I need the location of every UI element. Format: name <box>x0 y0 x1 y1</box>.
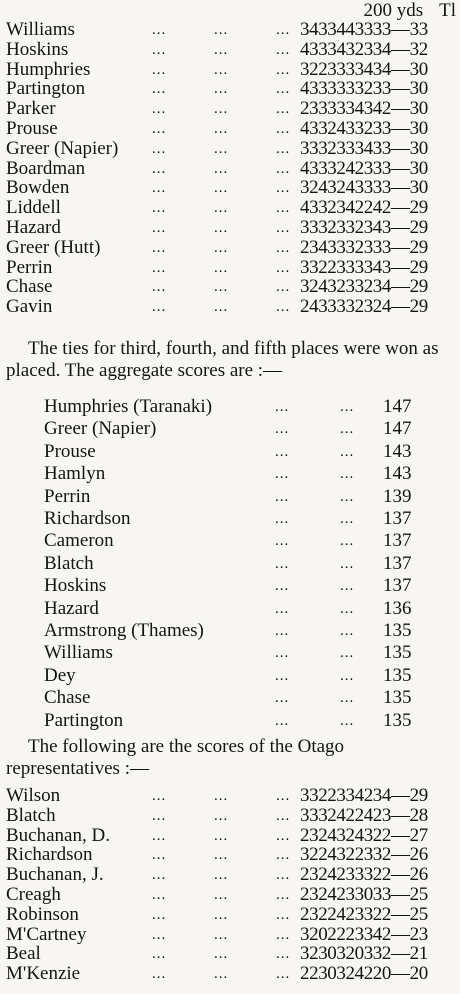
leader-dots: ... <box>340 399 355 415</box>
leader-dots: ... <box>214 22 229 38</box>
leader-dots: ... <box>214 788 229 804</box>
score-value: 3230320332—21 <box>300 943 428 965</box>
score-value: 3322334234—29 <box>300 785 428 806</box>
score-row <box>0 277 456 297</box>
leader-dots: ... <box>275 555 290 572</box>
score-value: 137 <box>383 552 412 574</box>
leader-dots: ... <box>214 160 229 177</box>
score-row <box>0 139 456 159</box>
score-row <box>0 806 456 826</box>
score-row <box>0 925 456 945</box>
score-value: 135 <box>383 664 412 686</box>
leader-dots: ... <box>340 466 355 483</box>
score-value: 137 <box>383 530 412 552</box>
leader-dots: ... <box>152 81 167 98</box>
leader-dots: ... <box>275 443 290 460</box>
leader-dots: ... <box>276 41 291 58</box>
leader-dots: ... <box>276 121 291 137</box>
score-value: 139 <box>383 485 412 507</box>
score-value: 147 <box>383 418 412 440</box>
leader-dots: ... <box>276 827 291 844</box>
leader-dots: ... <box>152 966 167 983</box>
score-row <box>0 576 456 596</box>
competitor-name: Creagh <box>6 884 61 905</box>
score-row <box>0 419 456 439</box>
competitor-name: Beal <box>6 943 41 965</box>
leader-dots: ... <box>276 867 291 884</box>
leader-dots: ... <box>276 906 291 923</box>
leader-dots: ... <box>276 279 291 296</box>
score-row <box>0 688 456 708</box>
score-row <box>0 865 456 885</box>
leader-dots: ... <box>276 81 291 98</box>
leader-dots: ... <box>276 887 291 903</box>
score-row <box>0 905 456 925</box>
leader-dots: ... <box>214 279 229 296</box>
score-row <box>0 238 456 258</box>
score-value: 4332342242—29 <box>300 197 428 219</box>
leader-dots: ... <box>214 946 229 963</box>
competitor-name: Buchanan, D. <box>6 824 110 846</box>
leader-dots: ... <box>152 160 167 177</box>
competitor-name: M'Kenzie <box>6 963 81 985</box>
score-value: 2433332324—29 <box>300 296 428 318</box>
score-value: 143 <box>383 463 412 485</box>
competitor-name: Perrin <box>44 485 91 507</box>
competitor-name: Richardson <box>44 508 131 529</box>
leader-dots: ... <box>152 200 167 217</box>
competitor-name: Wilson <box>6 785 61 806</box>
leader-dots: ... <box>275 623 290 639</box>
leader-dots: ... <box>214 81 229 98</box>
score-value: 3243233234—29 <box>300 276 428 298</box>
score-value: 136 <box>383 597 412 619</box>
leader-dots: ... <box>152 847 167 864</box>
leader-dots: ... <box>152 279 167 296</box>
leader-dots: ... <box>214 200 229 217</box>
leader-dots: ... <box>152 61 167 78</box>
score-value: 2324324322—27 <box>300 824 428 846</box>
competitor-name: Prouse <box>44 440 96 462</box>
leader-dots: ... <box>214 101 229 118</box>
leader-dots: ... <box>340 443 355 460</box>
competitor-name: Williams <box>44 642 113 664</box>
leader-dots: ... <box>276 259 291 276</box>
leader-dots: ... <box>275 421 290 438</box>
leader-dots: ... <box>275 488 290 505</box>
competitor-name: Bowden <box>6 177 70 199</box>
score-value: 2324233322—26 <box>300 864 428 886</box>
ties-paragraph: The ties for third, fourth, and fifth places were won as placed. The aggregate scores are :— <box>6 338 439 381</box>
leader-dots: ... <box>275 399 290 415</box>
leader-dots: ... <box>152 788 167 804</box>
leader-dots: ... <box>276 239 291 256</box>
competitor-name: Blatch <box>44 552 94 574</box>
competitor-name: Greer (Hutt) <box>6 236 101 258</box>
leader-dots: ... <box>152 906 167 923</box>
leader-dots: ... <box>276 966 291 983</box>
competitor-name: Partington <box>6 78 86 100</box>
competitor-name: Richardson <box>6 844 93 866</box>
score-row <box>0 397 456 417</box>
leader-dots: ... <box>152 946 167 963</box>
score-value: 2322423322—25 <box>300 903 428 925</box>
competitor-name: Blatch <box>6 804 56 826</box>
score-row <box>0 297 456 317</box>
score-value: 135 <box>383 642 412 664</box>
competitor-name: Gavin <box>6 296 53 318</box>
competitor-name: Robinson <box>6 903 79 925</box>
score-value: 2343332333—29 <box>300 236 428 258</box>
leader-dots: ... <box>152 41 167 58</box>
score-row <box>0 40 456 60</box>
leader-dots: ... <box>276 788 291 804</box>
leader-dots: ... <box>340 511 355 527</box>
competitor-name: Partington <box>44 709 124 731</box>
score-row <box>0 885 456 905</box>
score-row <box>0 60 456 80</box>
leader-dots: ... <box>152 220 167 236</box>
leader-dots: ... <box>340 600 355 617</box>
leader-dots: ... <box>276 61 291 78</box>
leader-dots: ... <box>152 867 167 884</box>
leader-dots: ... <box>152 140 167 157</box>
leader-dots: ... <box>214 807 229 824</box>
competitor-name: Hamlyn <box>44 463 106 485</box>
competitor-name: Humphries (Taranaki) <box>44 396 213 417</box>
leader-dots: ... <box>214 220 229 236</box>
leader-dots: ... <box>276 140 291 157</box>
score-value: 2333334342—30 <box>300 98 428 120</box>
score-value: 143 <box>383 440 412 462</box>
competitor-name: Prouse <box>6 118 58 139</box>
score-value: 3332422423—28 <box>300 804 428 826</box>
competitor-name: Chase <box>44 687 91 709</box>
competitor-name: Cameron <box>44 530 114 552</box>
score-value: 3322333343—29 <box>300 256 428 278</box>
leader-dots: ... <box>214 847 229 864</box>
score-row <box>0 621 456 641</box>
leader-dots: ... <box>214 259 229 276</box>
competitor-name: Perrin <box>6 256 53 278</box>
leader-dots: ... <box>340 488 355 505</box>
score-value: 137 <box>383 575 412 597</box>
score-row <box>0 786 456 806</box>
leader-dots: ... <box>276 946 291 963</box>
score-value: 2324233033—25 <box>300 884 428 905</box>
score-row <box>0 826 456 846</box>
competitor-name: Dey <box>44 664 76 686</box>
score-row <box>0 643 456 663</box>
leader-dots: ... <box>214 887 229 903</box>
leader-dots: ... <box>152 180 167 197</box>
leader-dots: ... <box>275 600 290 617</box>
score-value: 3223333434—30 <box>300 58 428 80</box>
score-row <box>0 198 456 218</box>
leader-dots: ... <box>276 160 291 177</box>
otago-intro-paragraph: The following are the scores of the Otago representatives :— <box>6 736 345 779</box>
leader-dots: ... <box>276 926 291 943</box>
leader-dots: ... <box>276 807 291 824</box>
competitor-name: Williams <box>6 19 75 40</box>
leader-dots: ... <box>275 533 290 550</box>
score-value: 135 <box>383 620 412 641</box>
leader-dots: ... <box>276 299 291 316</box>
leader-dots: ... <box>340 623 355 639</box>
leader-dots: ... <box>340 555 355 572</box>
score-value: 135 <box>383 687 412 709</box>
leader-dots: ... <box>275 667 290 684</box>
leader-dots: ... <box>340 645 355 662</box>
competitor-name: M'Cartney <box>6 923 87 945</box>
score-row <box>0 79 456 99</box>
leader-dots: ... <box>275 466 290 483</box>
score-row <box>0 487 456 507</box>
leader-dots: ... <box>214 827 229 844</box>
score-row <box>0 159 456 179</box>
score-value: 147 <box>383 396 412 417</box>
score-value: 2230324220—20 <box>300 963 428 985</box>
competitor-name: Parker <box>6 98 56 120</box>
leader-dots: ... <box>340 421 355 438</box>
leader-dots: ... <box>276 847 291 864</box>
score-row <box>0 944 456 964</box>
score-value: 3243243333—30 <box>300 177 428 199</box>
leader-dots: ... <box>214 61 229 78</box>
score-row <box>0 20 456 40</box>
competitor-name: Greer (Napier) <box>44 418 157 440</box>
competitor-name: Liddell <box>6 197 61 219</box>
leader-dots: ... <box>340 667 355 684</box>
leader-dots: ... <box>214 140 229 157</box>
leader-dots: ... <box>214 180 229 197</box>
leader-dots: ... <box>276 180 291 197</box>
score-row <box>0 599 456 619</box>
score-row <box>0 531 456 551</box>
competitor-name: Hazard <box>6 217 61 238</box>
score-row <box>0 218 456 238</box>
leader-dots: ... <box>214 299 229 316</box>
leader-dots: ... <box>275 712 290 729</box>
leader-dots: ... <box>214 239 229 256</box>
score-row <box>0 711 456 731</box>
competitor-name: Hoskins <box>44 575 107 597</box>
score-value: 3332332343—29 <box>300 217 428 238</box>
score-row <box>0 554 456 574</box>
leader-dots: ... <box>275 511 290 527</box>
leader-dots: ... <box>152 121 167 137</box>
leader-dots: ... <box>152 22 167 38</box>
leader-dots: ... <box>340 533 355 550</box>
leader-dots: ... <box>152 926 167 943</box>
leader-dots: ... <box>275 645 290 662</box>
score-row <box>0 99 456 119</box>
leader-dots: ... <box>340 712 355 729</box>
score-value: 3224322332—26 <box>300 844 428 866</box>
competitor-name: Boardman <box>6 157 86 179</box>
leader-dots: ... <box>214 121 229 137</box>
score-value: 135 <box>383 709 412 731</box>
score-row <box>0 178 456 198</box>
score-value: 137 <box>383 508 412 529</box>
leader-dots: ... <box>214 906 229 923</box>
leader-dots: ... <box>214 966 229 983</box>
leader-dots: ... <box>340 690 355 707</box>
competitor-name: Armstrong (Thames) <box>44 620 204 641</box>
leader-dots: ... <box>152 887 167 903</box>
leader-dots: ... <box>275 690 290 707</box>
leader-dots: ... <box>276 101 291 118</box>
leader-dots: ... <box>152 239 167 256</box>
competitor-name: Chase <box>6 276 53 298</box>
competitor-name: Humphries <box>6 58 91 80</box>
competitor-name: Buchanan, J. <box>6 864 104 886</box>
leader-dots: ... <box>214 867 229 884</box>
competitor-name: Hoskins <box>6 38 69 60</box>
header-range: 200 yds <box>363 0 424 21</box>
score-value: 4333242333—30 <box>300 157 428 179</box>
leader-dots: ... <box>152 827 167 844</box>
score-row <box>0 119 456 139</box>
competitor-name: Greer (Napier) <box>6 137 119 159</box>
score-value: 3433443333—33 <box>300 19 428 40</box>
leader-dots: ... <box>152 299 167 316</box>
score-row <box>0 442 456 462</box>
score-row <box>0 258 456 278</box>
leader-dots: ... <box>340 578 355 595</box>
leader-dots: ... <box>276 200 291 217</box>
score-value: 4332433233—30 <box>300 118 428 139</box>
score-value: 4333333233—30 <box>300 78 428 100</box>
score-row <box>0 666 456 686</box>
score-row <box>0 845 456 865</box>
score-row <box>0 464 456 484</box>
score-row <box>0 509 456 529</box>
score-value: 3202223342—23 <box>300 923 428 945</box>
leader-dots: ... <box>214 41 229 58</box>
score-row <box>0 964 456 984</box>
leader-dots: ... <box>152 259 167 276</box>
leader-dots: ... <box>152 101 167 118</box>
score-value: 3332333433—30 <box>300 137 428 159</box>
leader-dots: ... <box>152 807 167 824</box>
leader-dots: ... <box>214 926 229 943</box>
competitor-name: Hazard <box>44 597 99 619</box>
leader-dots: ... <box>275 578 290 595</box>
header-total: Tl <box>439 0 456 21</box>
leader-dots: ... <box>276 220 291 236</box>
score-value: 4333432334—32 <box>300 38 428 60</box>
leader-dots: ... <box>276 22 291 38</box>
